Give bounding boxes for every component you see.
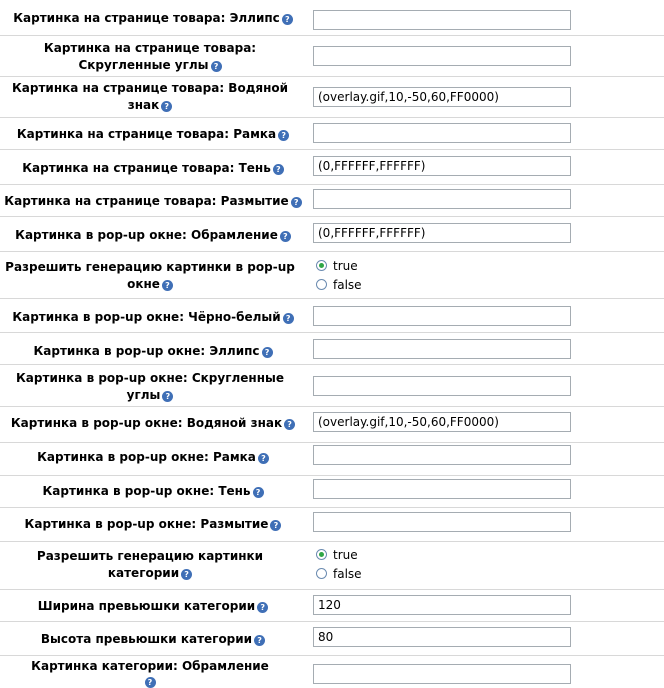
setting-row (0, 333, 664, 365)
setting-label: Картинка категории: Обрамление ? (31, 659, 269, 687)
setting-input[interactable] (313, 46, 571, 66)
help-icon[interactable]: ? (161, 101, 172, 112)
setting-row (0, 252, 664, 299)
setting-input[interactable] (313, 306, 571, 326)
help-icon[interactable]: ? (258, 453, 269, 464)
setting-label: Картинка в pop-up окне: Рамка ? (0, 449, 306, 466)
help-icon[interactable]: ? (162, 391, 173, 402)
setting-label: Картинка на странице товара: Рамка ? (0, 126, 306, 143)
setting-row (0, 476, 664, 508)
setting-label: Разрешить генерацию картинки категории ? (36, 549, 264, 580)
setting-row (0, 590, 664, 622)
setting-label: Картинка на странице товара: Тень ? (0, 160, 306, 177)
setting-label: Картинка в pop-up окне: Скругленные углы ? (16, 371, 284, 402)
radio-button[interactable] (316, 568, 327, 579)
setting-label: Разрешить генерацию картинки в pop-up окне ? (5, 260, 295, 291)
setting-input[interactable] (313, 479, 571, 499)
setting-label: Картинка на странице товара: Эллипс ? (0, 10, 306, 27)
setting-row (0, 542, 664, 590)
setting-input[interactable] (313, 627, 571, 647)
setting-row (0, 185, 664, 217)
help-icon[interactable]: ? (270, 520, 281, 531)
help-icon[interactable]: ? (282, 14, 293, 25)
help-icon[interactable]: ? (253, 487, 264, 498)
setting-input[interactable] (313, 376, 571, 396)
setting-input[interactable] (313, 339, 571, 359)
help-icon[interactable]: ? (262, 347, 273, 358)
setting-label: Ширина превьюшки категории ? (0, 598, 306, 615)
setting-row (0, 299, 664, 333)
setting-row (0, 622, 664, 656)
setting-input[interactable] (313, 412, 571, 432)
help-icon[interactable]: ? (254, 635, 265, 646)
setting-row (0, 36, 664, 77)
setting-label: Картинка в pop-up окне: Тень ? (0, 483, 306, 500)
setting-input[interactable] (313, 156, 571, 176)
help-icon[interactable]: ? (278, 130, 289, 141)
setting-label: Картинка в pop-up окне: Обрамление ? (0, 227, 306, 244)
setting-input[interactable] (313, 87, 571, 107)
setting-row (0, 407, 664, 443)
setting-input[interactable] (313, 10, 571, 30)
setting-label: Картинка в pop-up окне: Чёрно-белый ? (0, 309, 306, 326)
help-icon[interactable]: ? (284, 419, 295, 430)
setting-label: Картинка в pop-up окне: Размытие ? (0, 516, 306, 533)
setting-row (0, 217, 664, 252)
help-icon[interactable]: ? (283, 313, 294, 324)
setting-row (0, 443, 664, 476)
setting-input[interactable] (313, 664, 571, 684)
setting-label: Высота превьюшки категории ? (0, 631, 306, 648)
setting-input[interactable] (313, 595, 571, 615)
setting-label: Картинка на странице товара: Скругленные углы ? (43, 41, 257, 72)
radio-button[interactable] (316, 279, 327, 290)
setting-row (0, 0, 664, 36)
help-icon[interactable]: ? (181, 569, 192, 580)
setting-input[interactable] (313, 445, 571, 465)
setting-label: Картинка на странице товара: Водяной знак ? (11, 81, 289, 112)
setting-label: Картинка в pop-up окне: Водяной знак ? (0, 415, 306, 432)
radio-button[interactable] (316, 260, 327, 271)
radio-option-false[interactable]: false (316, 566, 362, 582)
radio-button[interactable] (316, 549, 327, 560)
setting-row (0, 656, 664, 687)
setting-row (0, 508, 664, 542)
help-icon[interactable]: ? (273, 164, 284, 175)
setting-row (0, 150, 664, 185)
radio-option-true[interactable]: true (316, 258, 358, 274)
help-icon[interactable]: ? (280, 231, 291, 242)
setting-input[interactable] (313, 189, 571, 209)
setting-input[interactable] (313, 512, 571, 532)
radio-option-true[interactable]: true (316, 547, 358, 563)
setting-row (0, 77, 664, 118)
setting-label: Картинка в pop-up окне: Эллипс ? (0, 343, 306, 360)
help-icon[interactable]: ? (145, 677, 156, 688)
help-icon[interactable]: ? (257, 602, 268, 613)
help-icon[interactable]: ? (211, 61, 222, 72)
setting-row (0, 365, 664, 407)
help-icon[interactable]: ? (291, 197, 302, 208)
setting-input[interactable] (313, 123, 571, 143)
setting-row (0, 118, 664, 150)
setting-label: Картинка на странице товара: Размытие ? (0, 193, 306, 210)
setting-input[interactable] (313, 223, 571, 243)
radio-option-false[interactable]: false (316, 277, 362, 293)
help-icon[interactable]: ? (162, 280, 173, 291)
